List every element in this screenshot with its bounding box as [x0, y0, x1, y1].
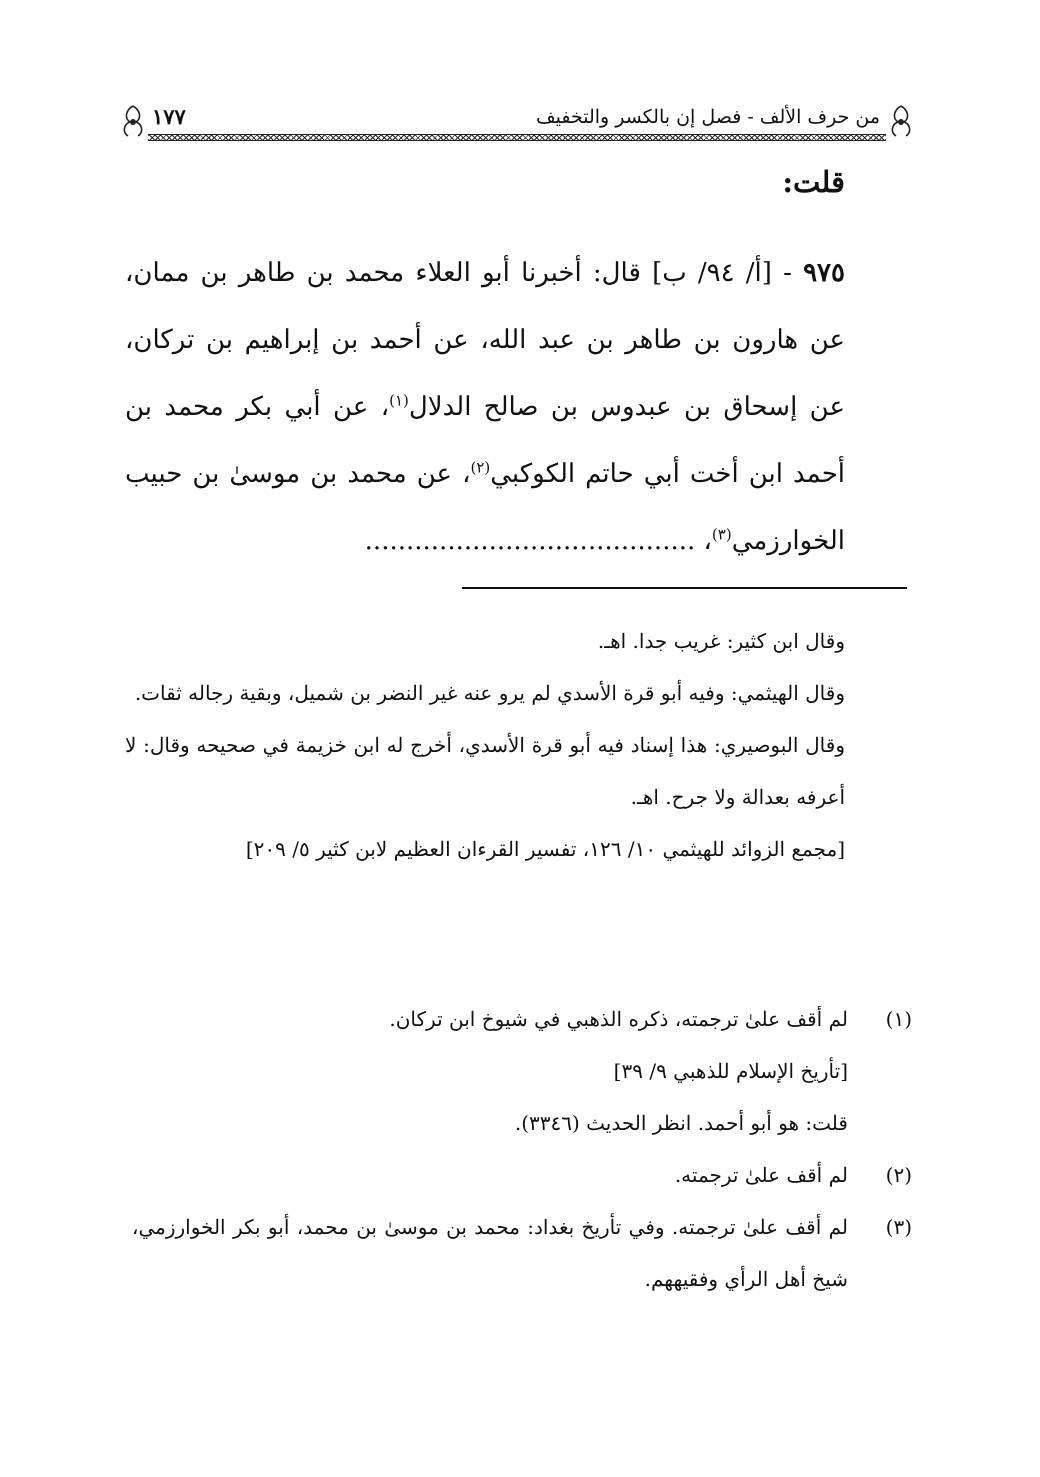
floral-ornament-icon — [118, 104, 148, 138]
hadith-text: ، عن أبي بكر محمد بن أحمد ابن أخت أبي حاتم الكوكبي — [125, 391, 846, 489]
page-header — [118, 98, 916, 148]
footnotes — [132, 993, 912, 1305]
note-line: وقال ابن كثير: غريب جدا. اهـ. — [597, 629, 845, 653]
dot-leader: ........................................ — [364, 525, 696, 556]
footnote-2 — [132, 1149, 912, 1201]
footnote-number: (١) — [885, 1007, 912, 1031]
footnote-number: (٢) — [885, 1163, 912, 1187]
main-text — [125, 165, 845, 575]
header-rule — [148, 134, 886, 141]
page-number: ١٧٧ — [152, 104, 186, 129]
running-title: من حرف الألف - فصل إن بالكسر والتخفيف — [535, 106, 880, 128]
hadith-ref: [أ/ ٩٤/ ب] — [652, 257, 772, 288]
footnote-1 — [132, 993, 912, 1149]
note-line: [مجمع الزوائد للهيثمي ١٠/ ١٢٦، تفسير القرءان العظيم لابن كثير ٥/ ٢٠٩] — [245, 837, 845, 861]
footnote-line: قلت: هو أبو أحمد. انظر الحديث (٣٣٤٦). — [514, 1111, 848, 1135]
footnote-line: لم أقف علىٰ ترجمته. — [674, 1163, 848, 1187]
footnote-divider — [462, 587, 907, 589]
floral-ornament-icon — [886, 104, 916, 138]
footnote-ref: (٢) — [470, 458, 491, 477]
note-line: وقال الهيثمي: وفيه أبو قرة الأسدي لم يرو عنه غير النضر بن شميل، وبقية رجاله ثقات. — [134, 681, 845, 705]
footnote-number: (٣) — [885, 1215, 912, 1239]
footnote-ref: (١) — [389, 391, 409, 410]
hadith-text: ، عن محمد بن موسىٰ بن حبيب الخوارزمي — [125, 458, 845, 556]
hadith-number: ٩٧٥ — [803, 257, 845, 288]
section-heading: قلت: — [782, 165, 845, 199]
footnote-line: [تأريخ الإسلام للذهبي ٩/ ٣٩] — [613, 1059, 848, 1083]
note-line: وقال البوصيري: هذا إسناد فيه أبو قرة الأسدي، أخرج له ابن خزيمة في صحيحه وقال: لا أعرفه بعدالة ولا جرح. اهـ. — [125, 733, 845, 809]
footnote-line: لم أقف علىٰ ترجمته. وفي تأريخ بغداد: محمد بن موسىٰ بن محمد، أبو بكر الخوارزمي، شيخ أهل الرأي وفقيههم. — [132, 1215, 848, 1291]
hadith-paragraph: ٩٧٥ - [أ/ ٩٤/ ب] قال: أخبرنا أبو العلاء محمد بن طاهر بن ممان، عن هارون بن طاهر بن عبد الله، عن أحمد بن إبراهيم بن تركان، عن إسحاق بن عبدوس بن صالح الدلال$^{(١)}$، عن أبي بكر محمد بن أحمد ابن أخت أبي حاتم الكوكبي$^{(٢)}$، عن محمد بن موسىٰ بن حبيب الخوارزمي$^{(٣)}$، ........................................ — [125, 257, 846, 556]
footnote-3 — [132, 1201, 912, 1305]
hadith-text: قال: أخبرنا أبو العلاء محمد بن طاهر بن ممان، عن هارون بن طاهر بن عبد الله، عن أحمد بن إبراهيم بن تركان، عن إسحاق بن عبدوس بن صالح الدلال — [125, 257, 845, 422]
hadith-text: ، — [695, 525, 712, 556]
footnote-line: لم أقف علىٰ ترجمته، ذكره الذهبي في شيوخ ابن تركان. — [389, 1007, 848, 1031]
notes-block — [125, 615, 845, 875]
footnote-ref: (٣) — [711, 525, 732, 544]
